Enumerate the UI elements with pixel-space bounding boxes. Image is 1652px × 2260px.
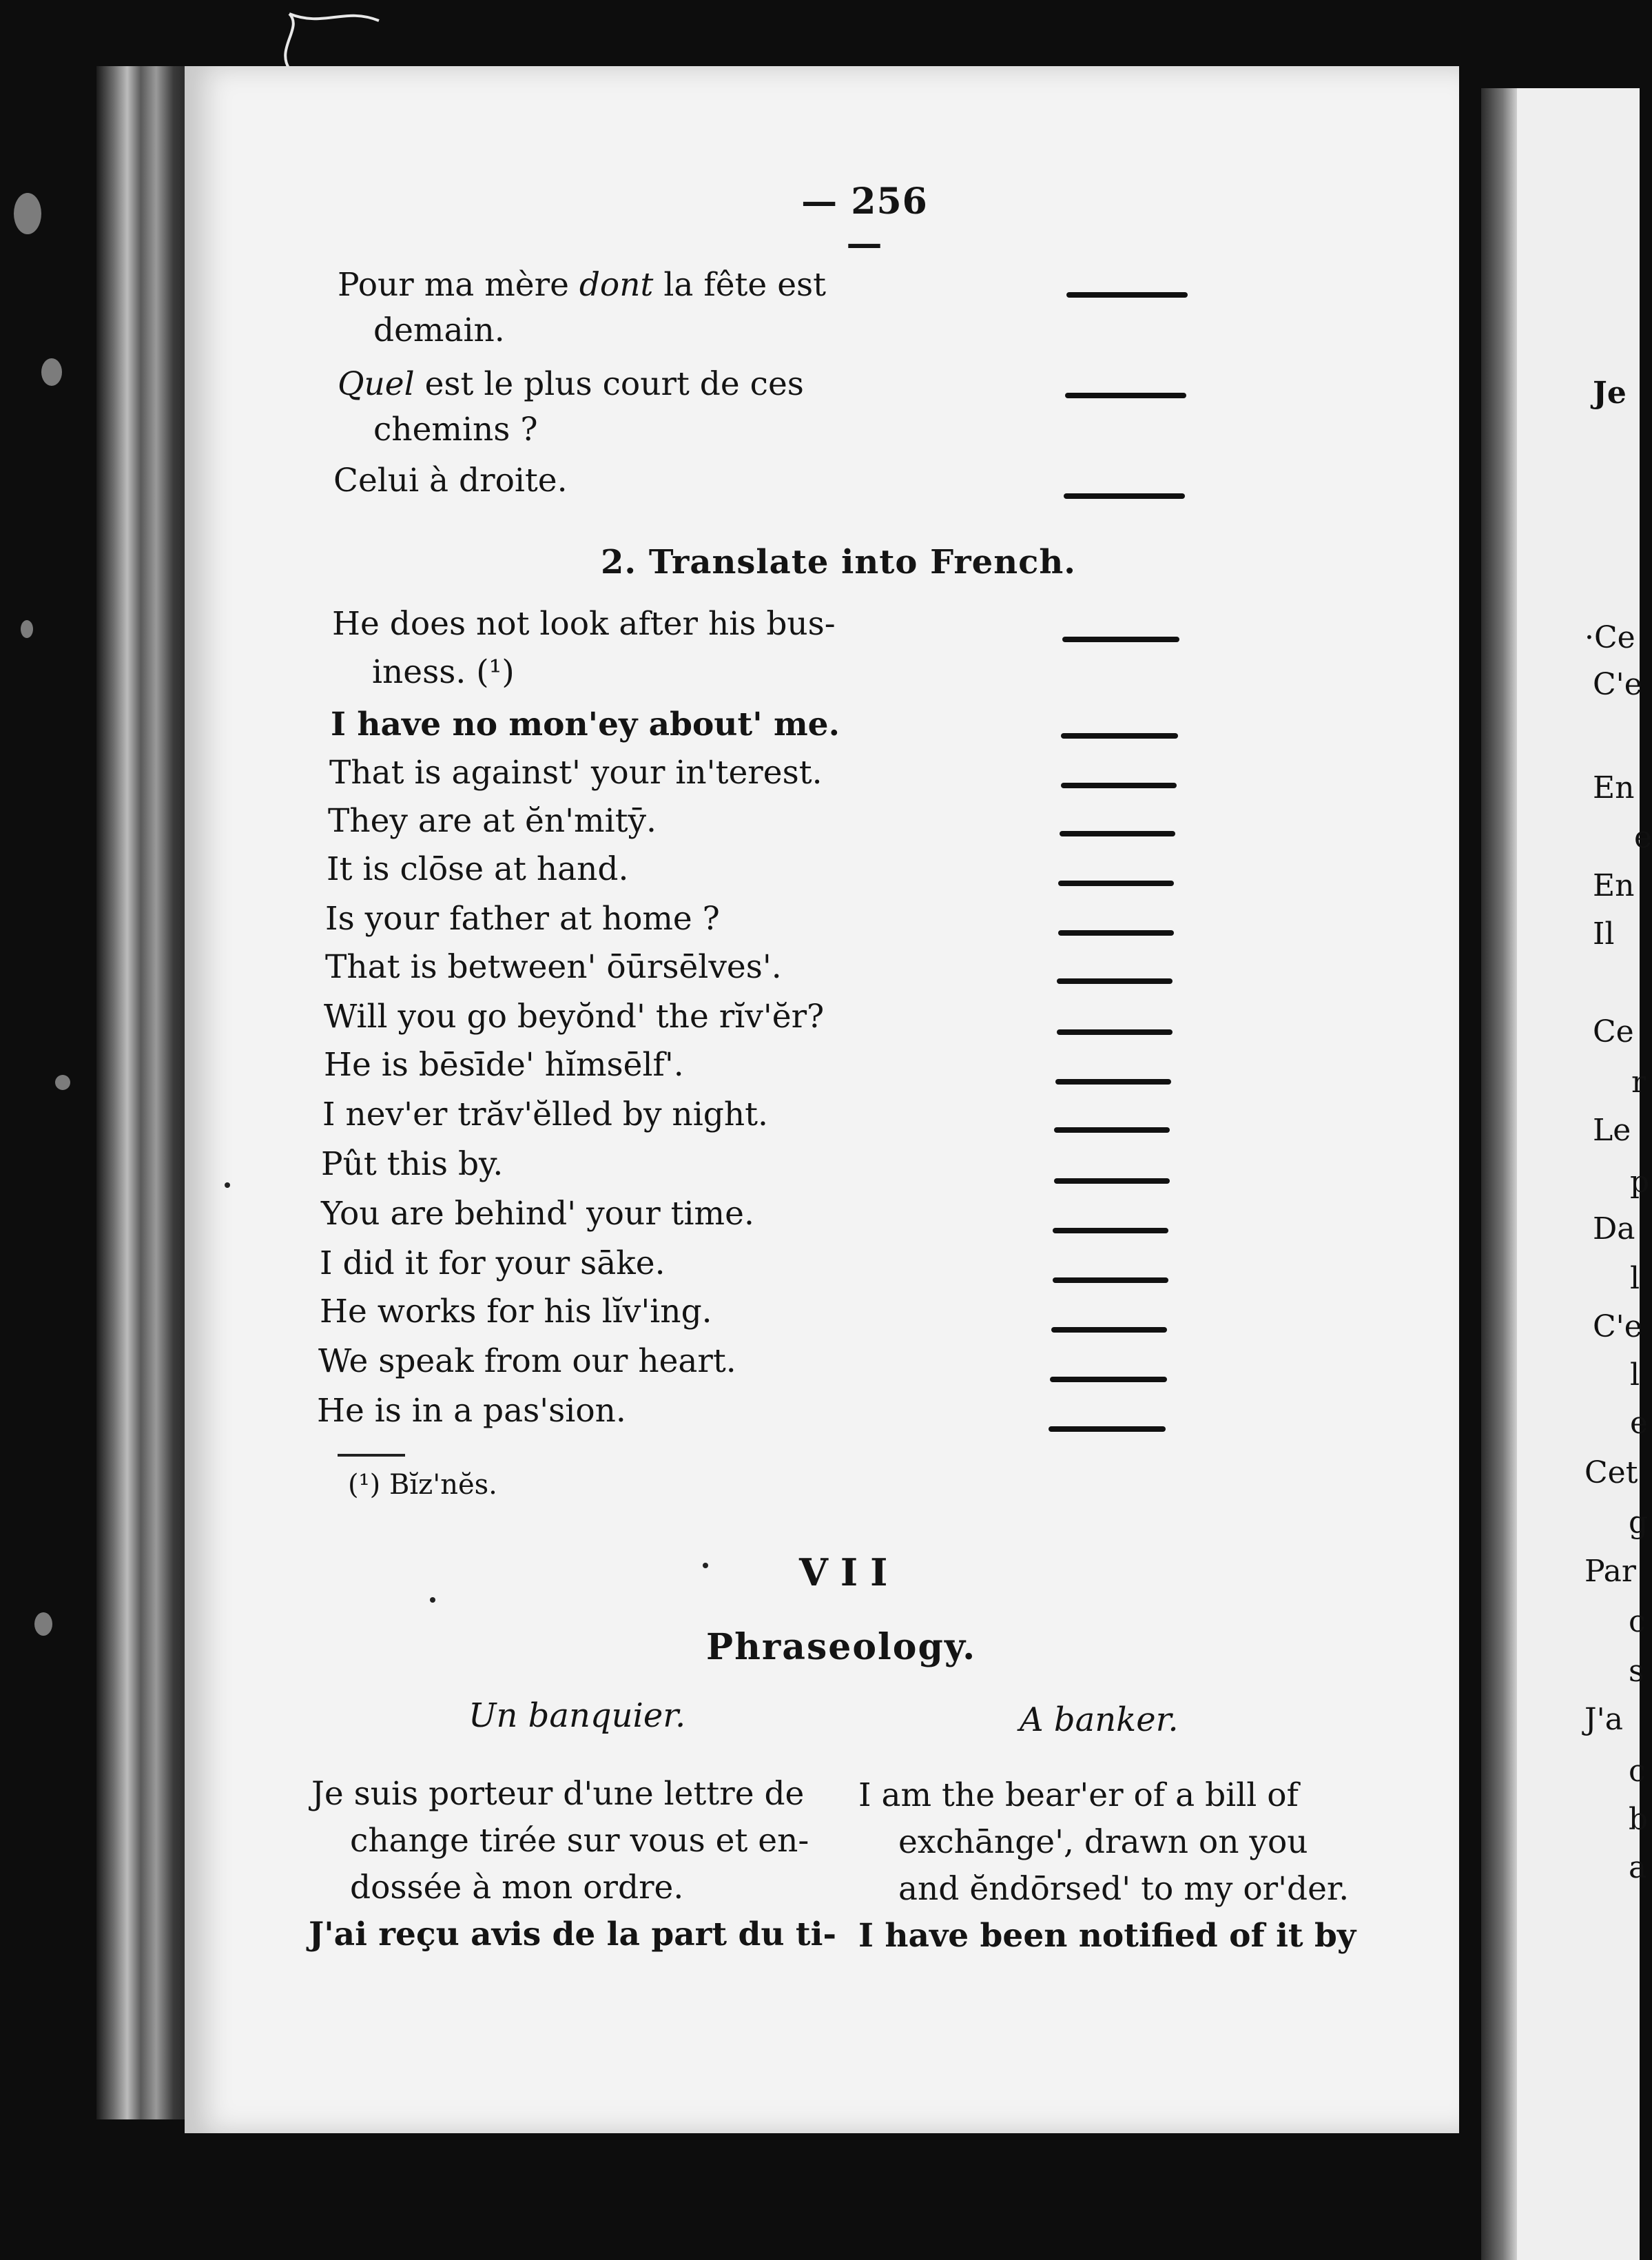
english-line: He is in a pas'sion. (317, 1392, 626, 1430)
facing-fragment: Cet (1584, 1455, 1638, 1490)
answer-blank (1057, 1029, 1173, 1035)
french-line: Pour ma mère dont la fête est (338, 266, 827, 304)
right-para-line: exchānge', drawn on you (898, 1823, 1308, 1861)
facing-fragment: Par (1584, 1554, 1636, 1589)
answer-blank (1053, 1228, 1168, 1233)
left-paragraph (311, 1771, 836, 1958)
right-paragraph (858, 1772, 1356, 1960)
left-column-title: Un banquier. (468, 1696, 686, 1735)
facing-fragment: a (1629, 1850, 1647, 1885)
left-para-line: change tirée sur vous et en- (350, 1822, 809, 1860)
facing-fragment: e (1634, 820, 1652, 855)
facing-fragment: c (1629, 1754, 1646, 1789)
scan-speck (21, 620, 33, 638)
facing-page-gutter (1481, 88, 1517, 2260)
facing-fragment: l (1630, 1261, 1640, 1296)
facing-page (1481, 88, 1640, 2260)
facing-fragment: ·Ce (1584, 620, 1635, 655)
scan-dot (430, 1597, 435, 1603)
english-line: Pût this by. (321, 1145, 504, 1183)
english-line: That is against' your in'terest. (329, 754, 823, 792)
scan-speck (34, 1612, 52, 1636)
answer-blank (1062, 637, 1179, 642)
section-heading: 2. Translate into French. (601, 543, 1076, 582)
facing-fragment: c (1629, 1604, 1646, 1639)
english-line: He is bēsīde' hĭmsēlf'. (324, 1046, 684, 1084)
english-line: That is between' ōūrsēlves'. (325, 948, 782, 986)
facing-fragment: Le (1593, 1113, 1631, 1148)
answer-blank (1061, 783, 1177, 788)
english-line: It is clōse at hand. (327, 850, 629, 888)
left-para-line: dossée à mon ordre. (350, 1869, 684, 1907)
answer-blank (1051, 1327, 1167, 1333)
facing-fragment: Il (1593, 916, 1615, 952)
answer-blank (1058, 930, 1174, 936)
english-line: I nev'er trăv'ĕlled by night. (322, 1096, 768, 1133)
answer-blank (1054, 1127, 1170, 1133)
right-para-line: and ĕndōrsed' to my or'der. (898, 1870, 1350, 1908)
facing-fragment: p (1630, 1164, 1650, 1200)
scan-speck (14, 193, 41, 234)
facing-fragment: r (1631, 1065, 1646, 1100)
french-line: Quel est le plus court de ces (338, 365, 804, 403)
right-column-title: A banker. (1020, 1701, 1179, 1739)
english-line: Will you go beyŏnd' the rĭv'ĕr? (324, 998, 825, 1036)
french-line: Celui à droite. (333, 462, 568, 500)
english-line-continuation: iness. (¹) (372, 653, 515, 691)
answer-blank (1055, 1079, 1171, 1085)
section-number: VII (799, 1550, 900, 1594)
scan-dot (703, 1563, 708, 1568)
facing-fragment: Je (1593, 376, 1627, 411)
english-line: They are at ĕn'mitȳ. (328, 802, 657, 840)
english-line: We speak from our heart. (318, 1342, 736, 1380)
scan-dot (225, 1182, 230, 1188)
scan-speck (55, 1075, 70, 1090)
answer-blank (1050, 1377, 1167, 1382)
english-line: I have no mon'ey about' me. (331, 706, 840, 743)
facing-fragment: g (1629, 1505, 1649, 1540)
page-number: — 256 — (801, 181, 928, 265)
facing-fragment: C'e (1593, 1309, 1642, 1344)
english-line: You are behind' your time. (321, 1195, 754, 1233)
answer-blank (1054, 1178, 1170, 1184)
answer-blank (1065, 393, 1186, 398)
facing-fragment: b (1629, 1802, 1649, 1837)
french-line-continuation: chemins ? (373, 411, 538, 449)
facing-fragment: Ce (1593, 1014, 1634, 1049)
answer-blank (1057, 978, 1173, 984)
english-line: I did it for your sāke. (320, 1244, 665, 1282)
right-para-line: I am the bear'er of a bill of (858, 1776, 1299, 1814)
left-para-line: J'ai reçu avis de la part du ti- (309, 1915, 836, 1953)
left-para-line: Je suis porteur d'une lettre de (311, 1775, 805, 1813)
section-title: Phraseology. (706, 1626, 977, 1668)
english-line: He does not look after his bus- (332, 605, 836, 643)
book-spine-edges (96, 66, 193, 2119)
facing-fragment: En (1593, 770, 1635, 805)
french-line-continuation: demain. (373, 311, 505, 349)
answer-blank (1061, 733, 1178, 739)
answer-blank (1066, 292, 1188, 298)
english-line: He works for his lĭv'ing. (320, 1293, 712, 1331)
footnote: (¹) Bĭz'nĕs. (348, 1469, 497, 1501)
english-line: Is your father at home ? (325, 900, 720, 938)
scan-speck (41, 358, 62, 386)
facing-fragment: s (1629, 1654, 1644, 1689)
answer-blank (1058, 881, 1174, 886)
facing-fragment: l (1630, 1357, 1640, 1393)
facing-fragment: En (1593, 868, 1635, 903)
right-para-line: I have been notified of it by (858, 1917, 1356, 1955)
facing-fragment: Da (1593, 1211, 1635, 1246)
answer-blank (1064, 493, 1185, 499)
facing-fragment: C'e (1593, 667, 1642, 702)
answer-blank (1049, 1426, 1166, 1432)
answer-blank (1060, 831, 1175, 836)
footnote-rule (338, 1454, 405, 1457)
facing-fragment: e (1630, 1406, 1649, 1441)
answer-blank (1053, 1277, 1168, 1283)
facing-fragment: J'a (1584, 1702, 1623, 1737)
